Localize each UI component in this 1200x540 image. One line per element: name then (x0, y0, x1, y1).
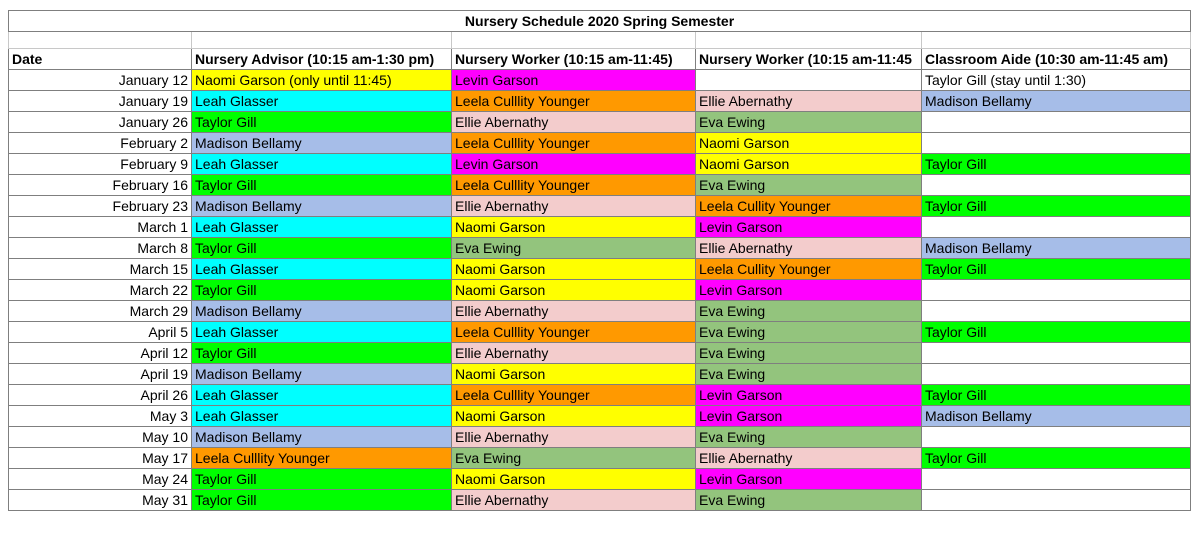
schedule-row (9, 322, 1191, 343)
advisor-cell[interactable]: Leah Glasser (192, 217, 452, 238)
header-classroom-aide[interactable]: Classroom Aide (10:30 am-11:45 am) (922, 49, 1191, 70)
advisor-cell[interactable]: Taylor Gill (192, 469, 452, 490)
aide-cell[interactable] (922, 133, 1191, 154)
aide-cell[interactable] (922, 280, 1191, 301)
worker-2-cell[interactable]: Levin Garson (696, 385, 922, 406)
schedule-row (9, 238, 1191, 259)
advisor-cell[interactable]: Leah Glasser (192, 91, 452, 112)
advisor-cell[interactable]: Taylor Gill (192, 280, 452, 301)
header-nursery-worker-2[interactable]: Nursery Worker (10:15 am-11:45 (696, 49, 922, 70)
worker-2-cell[interactable]: Naomi Garson (696, 133, 922, 154)
header-nursery-advisor[interactable]: Nursery Advisor (10:15 am-1:30 pm) (192, 49, 452, 70)
aide-cell[interactable]: Taylor Gill (922, 259, 1191, 280)
worker-2-cell[interactable]: Eva Ewing (696, 427, 922, 448)
worker-2-cell[interactable]: Eva Ewing (696, 364, 922, 385)
worker-2-cell[interactable]: Eva Ewing (696, 112, 922, 133)
schedule-row (9, 469, 1191, 490)
date-cell[interactable]: February 23 (9, 196, 192, 217)
advisor-cell[interactable]: Leela Culllity Younger (192, 448, 452, 469)
advisor-cell[interactable]: Taylor Gill (192, 175, 452, 196)
worker-1-cell[interactable]: Leela Culllity Younger (452, 91, 696, 112)
schedule-row (9, 196, 1191, 217)
aide-cell[interactable] (922, 427, 1191, 448)
aide-cell[interactable] (922, 364, 1191, 385)
worker-1-cell[interactable]: Naomi Garson (452, 364, 696, 385)
schedule-row (9, 364, 1191, 385)
date-cell[interactable]: April 19 (9, 364, 192, 385)
worker-1-cell[interactable]: Ellie Abernathy (452, 343, 696, 364)
schedule-row (9, 133, 1191, 154)
advisor-cell[interactable]: Leah Glasser (192, 154, 452, 175)
worker-1-cell[interactable]: Naomi Garson (452, 406, 696, 427)
worker-1-cell[interactable]: Leela Culllity Younger (452, 175, 696, 196)
worker-2-cell[interactable]: Leela Cullity Younger (696, 259, 922, 280)
worker-1-cell[interactable]: Naomi Garson (452, 280, 696, 301)
blank-row (9, 32, 1191, 49)
aide-cell[interactable] (922, 217, 1191, 238)
advisor-cell[interactable]: Leah Glasser (192, 385, 452, 406)
date-cell[interactable]: January 19 (9, 91, 192, 112)
worker-2-cell[interactable]: Leela Cullity Younger (696, 196, 922, 217)
date-cell[interactable]: March 1 (9, 217, 192, 238)
worker-1-cell[interactable]: Ellie Abernathy (452, 112, 696, 133)
aide-cell[interactable] (922, 490, 1191, 511)
schedule-row (9, 280, 1191, 301)
worker-2-cell[interactable]: Ellie Abernathy (696, 91, 922, 112)
worker-1-cell[interactable]: Eva Ewing (452, 238, 696, 259)
header-nursery-worker-1[interactable]: Nursery Worker (10:15 am-11:45) (452, 49, 696, 70)
aide-cell[interactable]: Taylor Gill (stay until 1:30) (922, 70, 1191, 91)
empty-cell[interactable] (192, 32, 452, 49)
date-cell[interactable]: March 22 (9, 280, 192, 301)
empty-cell[interactable] (922, 32, 1191, 49)
schedule-spreadsheet (8, 10, 1191, 511)
aide-cell[interactable] (922, 343, 1191, 364)
worker-2-cell[interactable]: Levin Garson (696, 217, 922, 238)
worker-2-cell[interactable]: Eva Ewing (696, 322, 922, 343)
schedule-row (9, 259, 1191, 280)
title-row (9, 11, 1191, 32)
advisor-cell[interactable]: Madison Bellamy (192, 301, 452, 322)
advisor-cell[interactable]: Taylor Gill (192, 343, 452, 364)
schedule-row (9, 343, 1191, 364)
worker-1-cell[interactable]: Leela Culllity Younger (452, 322, 696, 343)
aide-cell[interactable]: Taylor Gill (922, 448, 1191, 469)
worker-1-cell[interactable]: Levin Garson (452, 70, 696, 91)
aide-cell[interactable]: Taylor Gill (922, 385, 1191, 406)
aide-cell[interactable] (922, 301, 1191, 322)
advisor-cell[interactable]: Naomi Garson (only until 11:45) (192, 70, 452, 91)
header-row (9, 49, 1191, 70)
aide-cell[interactable]: Taylor Gill (922, 322, 1191, 343)
date-cell[interactable]: March 8 (9, 238, 192, 259)
worker-2-cell[interactable]: Eva Ewing (696, 343, 922, 364)
aide-cell[interactable]: Madison Bellamy (922, 238, 1191, 259)
advisor-cell[interactable]: Leah Glasser (192, 322, 452, 343)
schedule-row (9, 217, 1191, 238)
aide-cell[interactable] (922, 112, 1191, 133)
date-cell[interactable]: February 16 (9, 175, 192, 196)
worker-1-cell[interactable]: Leela Culllity Younger (452, 133, 696, 154)
aide-cell[interactable] (922, 469, 1191, 490)
worker-2-cell[interactable] (696, 70, 922, 91)
schedule-row (9, 70, 1191, 91)
worker-1-cell[interactable]: Ellie Abernathy (452, 490, 696, 511)
date-cell[interactable]: May 10 (9, 427, 192, 448)
date-cell[interactable]: May 31 (9, 490, 192, 511)
date-cell[interactable]: May 24 (9, 469, 192, 490)
worker-2-cell[interactable]: Naomi Garson (696, 154, 922, 175)
advisor-cell[interactable]: Taylor Gill (192, 112, 452, 133)
worker-1-cell[interactable]: Ellie Abernathy (452, 427, 696, 448)
date-cell[interactable]: March 15 (9, 259, 192, 280)
worker-2-cell[interactable]: Levin Garson (696, 469, 922, 490)
aide-cell[interactable] (922, 175, 1191, 196)
advisor-cell[interactable]: Madison Bellamy (192, 196, 452, 217)
date-cell[interactable]: January 12 (9, 70, 192, 91)
date-cell[interactable]: January 26 (9, 112, 192, 133)
date-cell[interactable]: March 29 (9, 301, 192, 322)
date-cell[interactable]: April 26 (9, 385, 192, 406)
advisor-cell[interactable]: Madison Bellamy (192, 427, 452, 448)
sheet-title[interactable]: Nursery Schedule 2020 Spring Semester (9, 11, 1191, 32)
advisor-cell[interactable]: Taylor Gill (192, 238, 452, 259)
worker-1-cell[interactable]: Leela Culllity Younger (452, 385, 696, 406)
schedule-body (9, 11, 1191, 511)
schedule-row (9, 490, 1191, 511)
schedule-row (9, 427, 1191, 448)
worker-1-cell[interactable]: Eva Ewing (452, 448, 696, 469)
schedule-row (9, 385, 1191, 406)
worker-2-cell[interactable]: Levin Garson (696, 280, 922, 301)
worker-1-cell[interactable]: Ellie Abernathy (452, 196, 696, 217)
advisor-cell[interactable]: Madison Bellamy (192, 364, 452, 385)
date-cell[interactable]: April 12 (9, 343, 192, 364)
schedule-row (9, 175, 1191, 196)
advisor-cell[interactable]: Madison Bellamy (192, 133, 452, 154)
worker-2-cell[interactable]: Levin Garson (696, 406, 922, 427)
schedule-row (9, 112, 1191, 133)
date-cell[interactable]: May 17 (9, 448, 192, 469)
date-cell[interactable]: February 9 (9, 154, 192, 175)
empty-cell[interactable] (452, 32, 696, 49)
worker-2-cell[interactable]: Eva Ewing (696, 490, 922, 511)
schedule-row (9, 301, 1191, 322)
aide-cell[interactable]: Taylor Gill (922, 154, 1191, 175)
advisor-cell[interactable]: Leah Glasser (192, 259, 452, 280)
date-cell[interactable]: May 3 (9, 406, 192, 427)
worker-2-cell[interactable]: Ellie Abernathy (696, 448, 922, 469)
schedule-row (9, 91, 1191, 112)
worker-2-cell[interactable]: Ellie Abernathy (696, 238, 922, 259)
worker-1-cell[interactable]: Naomi Garson (452, 469, 696, 490)
worker-1-cell[interactable]: Ellie Abernathy (452, 301, 696, 322)
worker-1-cell[interactable]: Naomi Garson (452, 217, 696, 238)
worker-1-cell[interactable]: Naomi Garson (452, 259, 696, 280)
date-cell[interactable]: February 2 (9, 133, 192, 154)
aide-cell[interactable]: Taylor Gill (922, 196, 1191, 217)
advisor-cell[interactable]: Taylor Gill (192, 490, 452, 511)
header-date[interactable]: Date (9, 49, 192, 70)
empty-cell[interactable] (696, 32, 922, 49)
empty-cell[interactable] (9, 32, 192, 49)
schedule-row (9, 406, 1191, 427)
advisor-cell[interactable]: Leah Glasser (192, 406, 452, 427)
worker-2-cell[interactable]: Eva Ewing (696, 301, 922, 322)
date-cell[interactable]: April 5 (9, 322, 192, 343)
aide-cell[interactable]: Madison Bellamy (922, 91, 1191, 112)
worker-1-cell[interactable]: Levin Garson (452, 154, 696, 175)
worker-2-cell[interactable]: Eva Ewing (696, 175, 922, 196)
schedule-row (9, 154, 1191, 175)
schedule-row (9, 448, 1191, 469)
aide-cell[interactable]: Madison Bellamy (922, 406, 1191, 427)
